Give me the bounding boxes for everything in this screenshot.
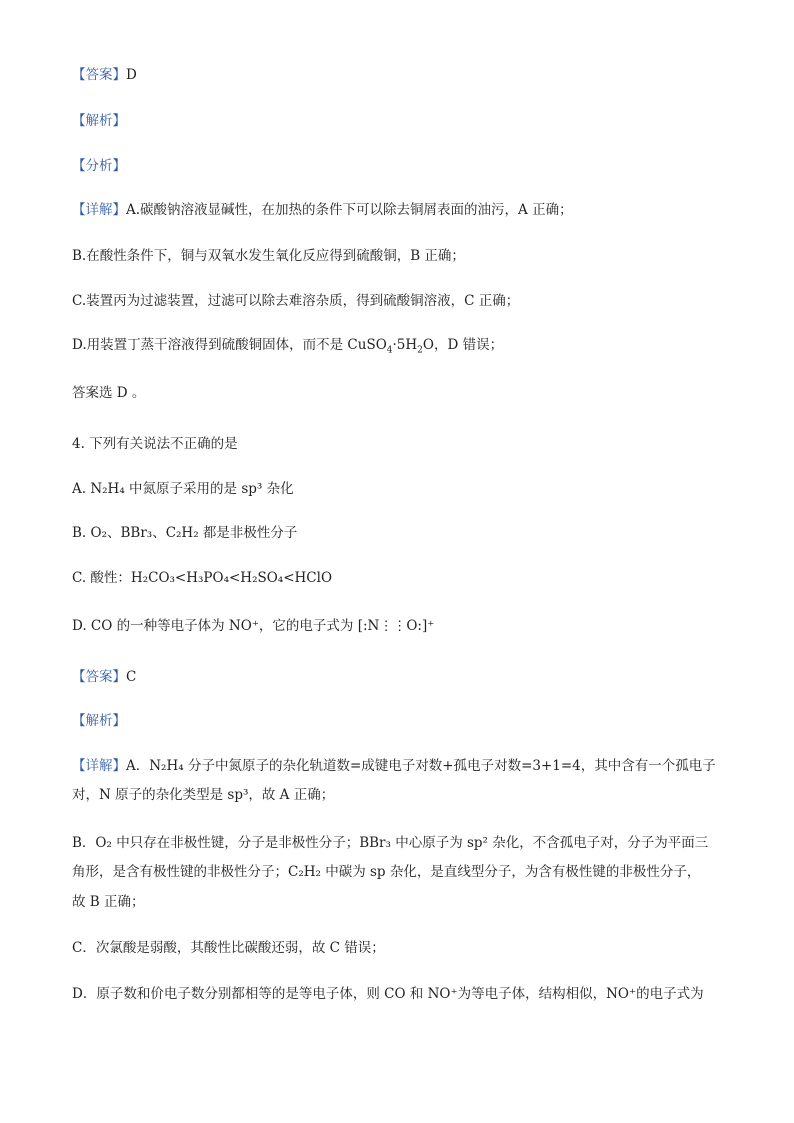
answer-tag: 【答案】 — [72, 669, 126, 685]
detail-line-c: C.装置丙为过滤装置，过滤可以除去难溶杂质，得到硫酸铜溶液，C 正确； — [72, 293, 520, 309]
detail2-line-b3: 故 B 正确； — [72, 894, 145, 910]
detail-tag: 【详解】 — [72, 758, 126, 774]
detail2-line-c: C．次氯酸是弱酸，其酸性比碳酸还弱，故 C 错误； — [72, 940, 385, 956]
detail2-line-a1 — [72, 757, 716, 775]
detail-line-d — [72, 336, 503, 354]
answer-line-2 — [72, 668, 136, 686]
detail2-line-d: D．原子数和价电子数分别都相等的是等电子体，则 CO 和 NO⁺为等电子体，结构相似，NO⁺的电子式为 — [72, 986, 704, 1002]
detail-text: A．N₂H₄ 分子中氮原子的杂化轨道数=成键电子对数+孤电子对数=3+1=4，其中含有一个孤电子 — [126, 758, 716, 774]
line-d-sub1: 4 — [386, 345, 393, 356]
detail-line-a — [72, 201, 573, 219]
question-4-stem: 4. 下列有关说法不正确的是 — [72, 436, 238, 452]
answer-line-1 — [72, 66, 137, 84]
detail-tag: 【详解】 — [72, 202, 126, 218]
answer-value: C — [126, 669, 137, 685]
detail2-line-b2: 角形，是含有极性键的非极性分子；C₂H₂ 中碳为 sp 杂化，是直线型分子，为含有极性键的非极性分子， — [72, 864, 701, 880]
line-d-mid: ·5H — [392, 337, 418, 353]
answer-value: D — [126, 67, 137, 83]
fenxi-tag: 【分析】 — [72, 158, 126, 174]
option-d: D. CO 的一种等电子体为 NO⁺，它的电子式为 [:N⋮⋮O:]⁺ — [72, 618, 435, 634]
detail-text: A.碳酸钠溶液显碱性，在加热的条件下可以除去铜屑表面的油污，A 正确； — [126, 202, 573, 218]
answer-tag: 【答案】 — [72, 67, 126, 83]
detail-line-b: B.在酸性条件下，铜与双氧水发生氧化反应得到硫酸铜，B 正确； — [72, 248, 465, 264]
option-a: A. N₂H₄ 中氮原子采用的是 sp³ 杂化 — [72, 481, 294, 497]
line-d-pre: D.用装置丁蒸干溶液得到硫酸铜固体，而不是 CuSO — [72, 337, 387, 353]
detail2-line-a2: 对，N 原子的杂化类型是 sp³，故 A 正确； — [72, 787, 335, 803]
line-d-sub2: 2 — [417, 345, 423, 356]
analysis-tag-2: 【解析】 — [72, 713, 126, 729]
detail2-line-b1: B．O₂ 中只存在非极性键，分子是非极性分子；BBr₃ 中心原子为 sp² 杂化，不含孤电子对，分子为平面三 — [72, 835, 709, 851]
option-b: B. O₂、BBr₃、C₂H₂ 都是非极性分子 — [72, 525, 298, 541]
analysis-tag-1: 【解析】 — [72, 113, 126, 129]
option-c: C. 酸性：H₂CO₃<H₃PO₄<H₂SO₄<HClO — [72, 570, 333, 586]
conclusion-line: 答案选 D 。 — [72, 385, 146, 401]
line-d-post: O，D 错误； — [422, 337, 504, 353]
